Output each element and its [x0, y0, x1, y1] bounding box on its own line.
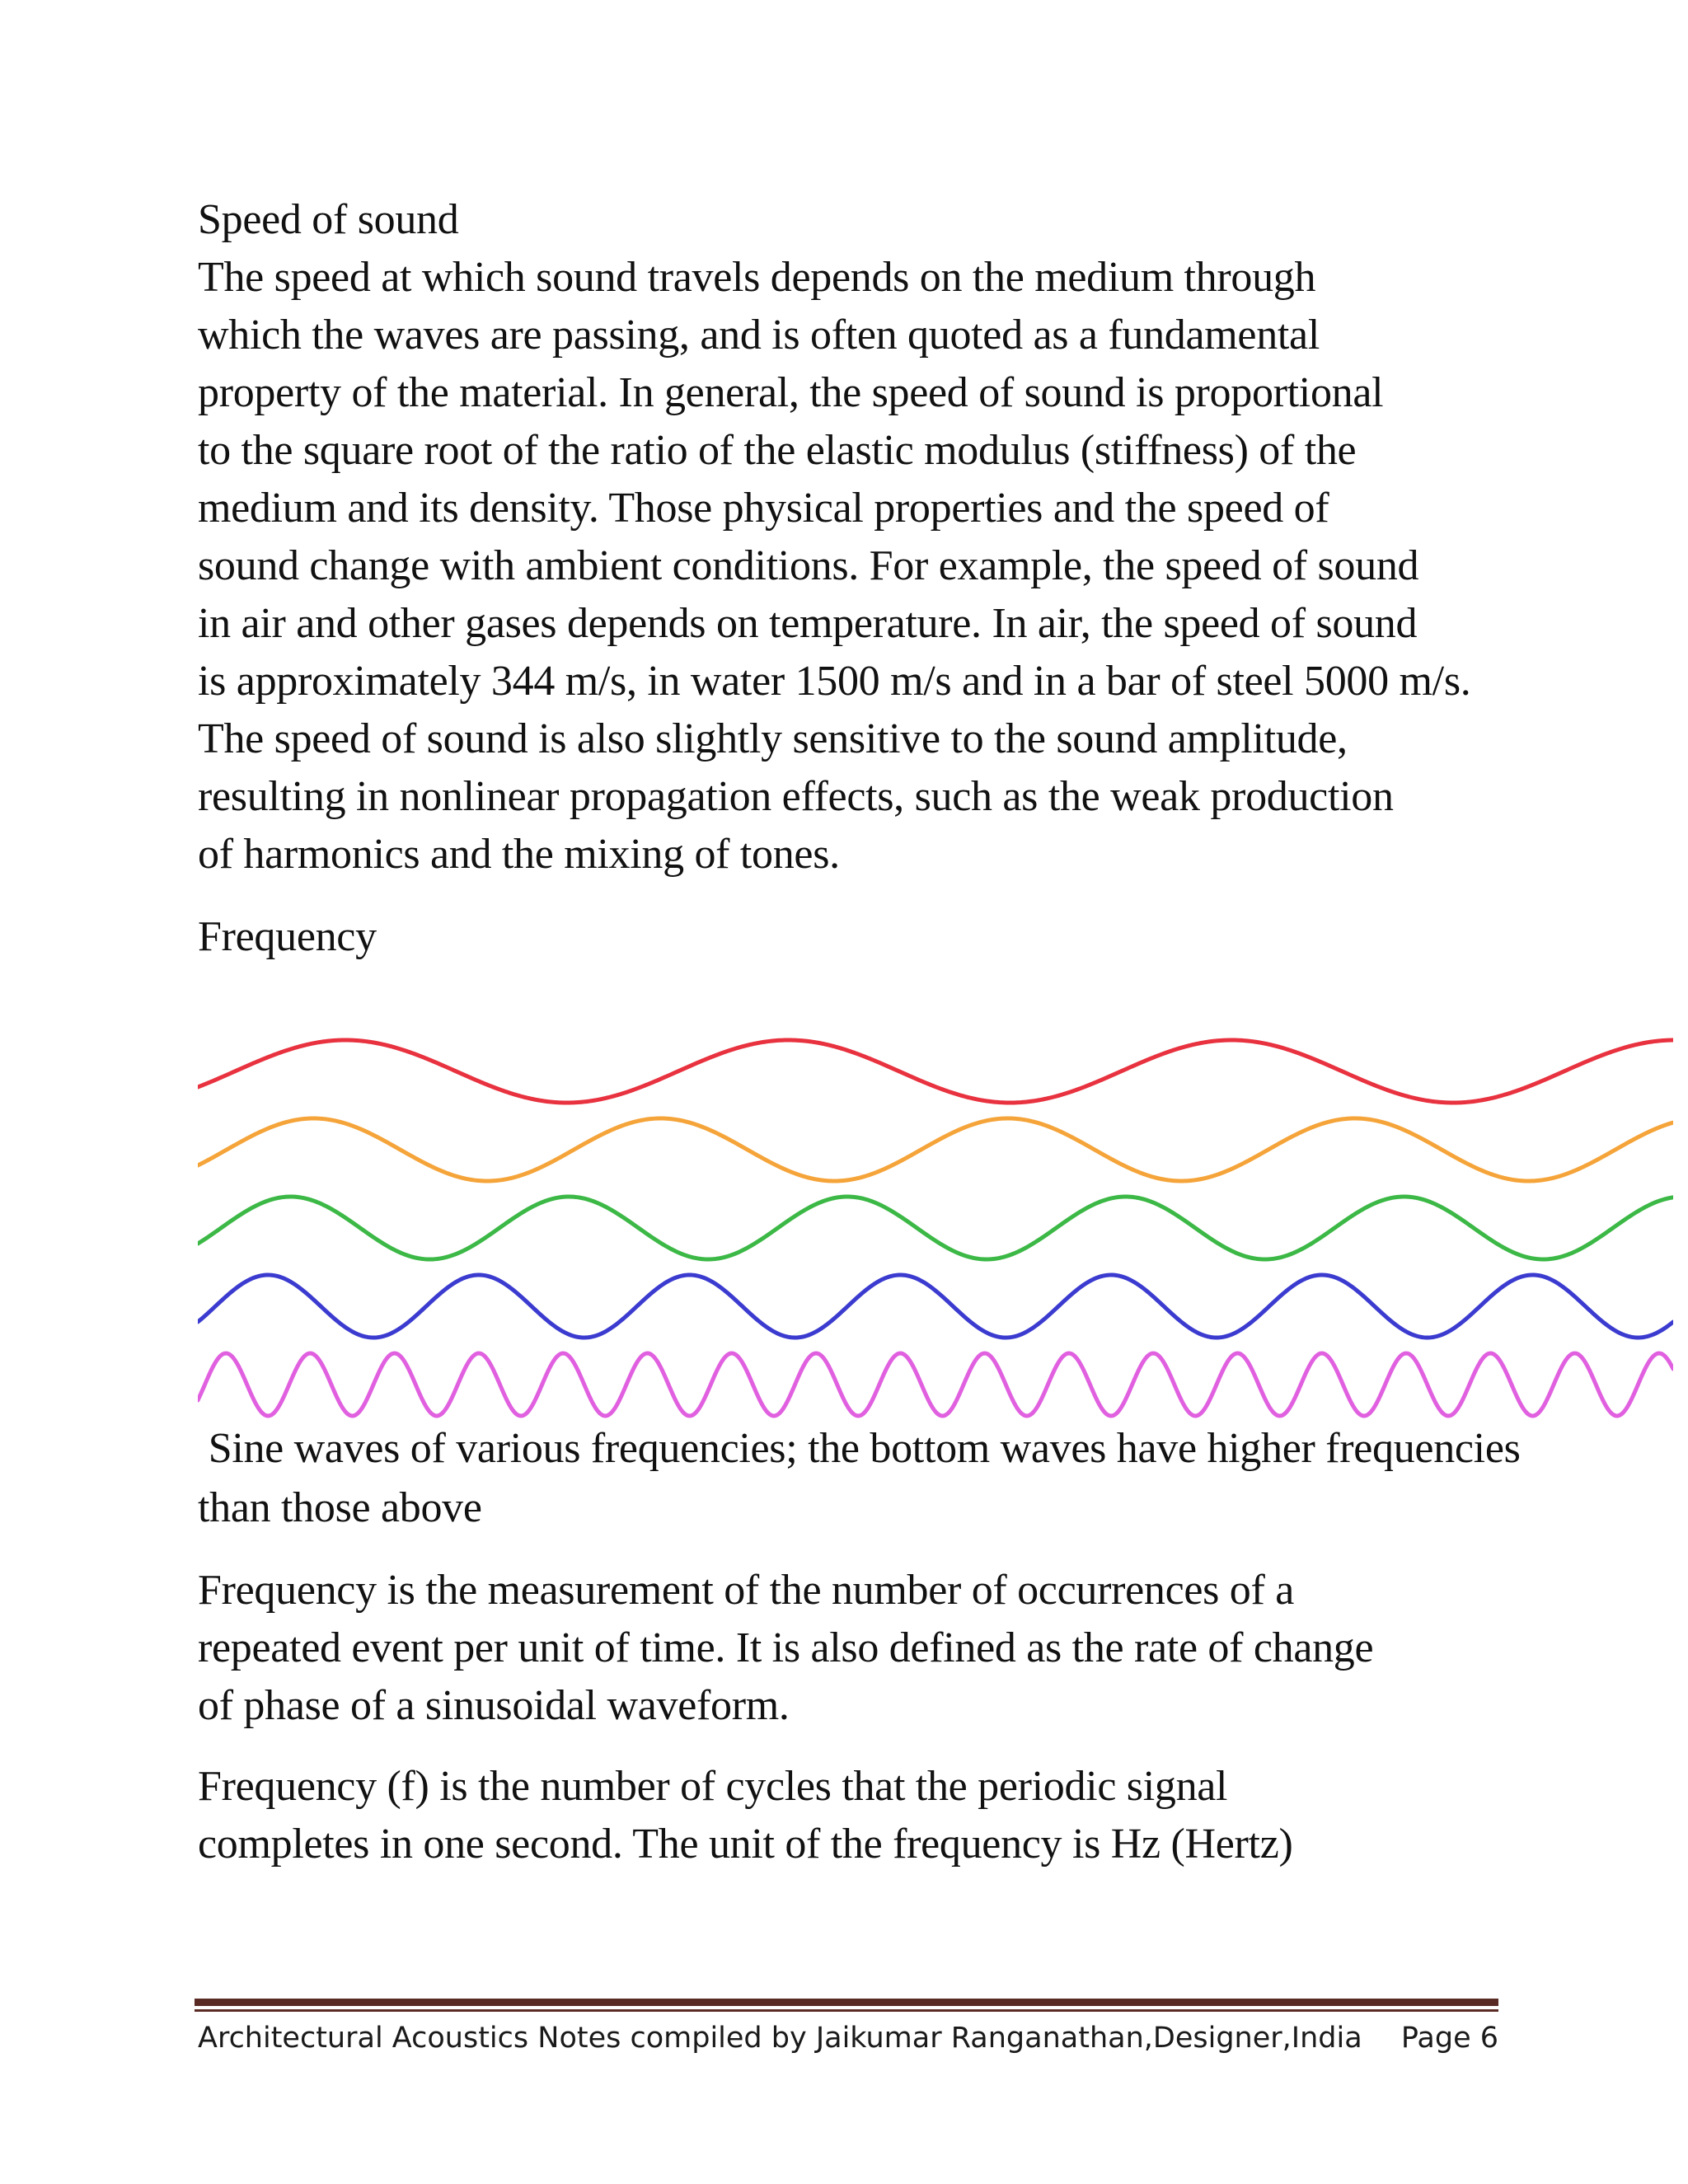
sine-wave-5 [198, 1353, 1673, 1416]
text-line: repeated event per unit of time. It is also defined as the rate of change [198, 1624, 1374, 1671]
caption-line: Sine waves of various frequencies; the bottom waves have higher frequencies [198, 1425, 1521, 1472]
sine-wave-4 [198, 1275, 1673, 1338]
text-line: completes in one second. The unit of the frequency is Hz (Hertz) [198, 1821, 1293, 1868]
paragraph-frequency-definition [198, 1562, 1599, 1735]
text-line: of phase of a sinusoidal waveform. [198, 1682, 790, 1729]
footer-text: Architectural Acoustics Notes compiled by Jaikumar Ranganathan,Designer,India [198, 2022, 1362, 2055]
page-number: Page 6 [1400, 2022, 1498, 2055]
footer-rule [195, 1999, 1498, 2006]
text-line: medium and its density. Those physical properties and the speed of [198, 485, 1329, 532]
text-line: to the square root of the ratio of the elastic modulus (stiffness) of the [198, 427, 1357, 474]
section-frequency-definition [198, 1562, 1599, 1873]
text-line: resulting in nonlinear propagation effects, such as the weak production [198, 773, 1394, 820]
sine-wave-1 [198, 1040, 1673, 1103]
text-line: Frequency is the measurement of the number of occurrences of a [198, 1567, 1294, 1614]
section-speed-of-sound [198, 191, 1533, 966]
text-line: Frequency (f) is the number of cycles that the periodic signal [198, 1763, 1228, 1810]
text-line: which the waves are passing, and is often quoted as a fundamental [198, 312, 1320, 359]
text-line: in air and other gases depends on temperature. In air, the speed of sound [198, 600, 1418, 647]
heading-frequency: Frequency [198, 913, 377, 960]
footer-rule-thin [195, 2009, 1498, 2012]
text-line: is approximately 344 m/s, in water 1500 m/s and in a bar of steel 5000 m/s. [198, 658, 1471, 705]
text-line: The speed of sound is also slightly sensitive to the sound amplitude, [198, 715, 1348, 762]
text-line: property of the material. In general, the speed of sound is proportional [198, 369, 1384, 416]
sine-wave-3 [198, 1197, 1673, 1259]
text-line: The speed at which sound travels depends on the medium through [198, 254, 1316, 301]
sine-wave-2 [198, 1118, 1673, 1181]
text-line: sound change with ambient conditions. For example, the speed of sound [198, 542, 1419, 589]
sine-waves-image [198, 1001, 1673, 1430]
heading-speed-of-sound: Speed of sound [198, 196, 459, 243]
caption-line: than those above [198, 1484, 482, 1531]
sine-waves-figure [198, 1001, 1673, 1430]
text-line: of harmonics and the mixing of tones. [198, 831, 840, 878]
paragraph-frequency-unit [198, 1758, 1599, 1873]
paragraph-speed-of-sound [198, 249, 1533, 883]
figure-caption [198, 1419, 1599, 1538]
